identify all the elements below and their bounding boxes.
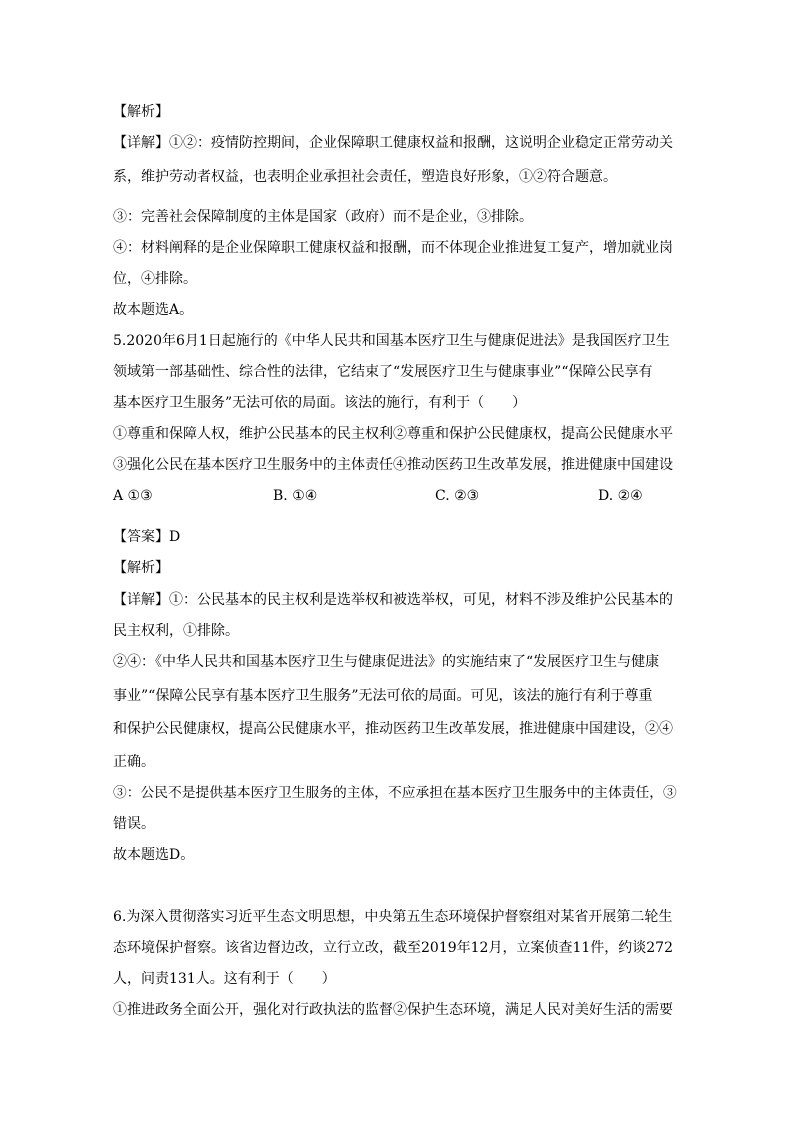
q5-point-24-line-2: 事业”“保障公民享有基本医疗卫生服务”无法可依的局面。可见，该法的施行有利于尊重	[113, 688, 653, 704]
q6-items-line-1: ①推进政务全面公开，强化对行政执法的监督②保护生态环境，满足人民对美好生活的需要	[113, 1002, 673, 1018]
q5-stem-line-1: 5.2020年6月1日起施行的《中华人民共和国基本医疗卫生与健康促进法》是我国医疗卫生	[113, 333, 670, 349]
q6-stem-line-2: 态环境保护督察。该省边督边改，立行立改，截至2019年12月，立案侦查11件，约谈272	[113, 940, 673, 956]
q5-conclusion: 故本题选D。	[113, 847, 195, 863]
q5-detail-line-2: 民主权利，①排除。	[113, 623, 239, 639]
q5-items-line-2: ③强化公民在基本医疗卫生服务中的主体责任④推动医药卫生改革发展，推进健康中国建设	[113, 457, 673, 473]
q5-option-c: C. ②③	[435, 488, 480, 504]
q5-answer: 【答案】D	[113, 529, 181, 545]
q5-items-line-1: ①尊重和保障人权，维护公民基本的民主权利②尊重和保护公民健康权，提高公民健康水平	[113, 426, 673, 442]
q5-point-24-line-4: 正确。	[113, 754, 155, 770]
q4-detail-line-1: 【详解】①②：疫情防控期间，企业保障职工健康权益和报酬，这说明企业稳定正常劳动关	[113, 135, 673, 151]
q5-options	[113, 486, 683, 506]
q5-detail-line-1: 【详解】①：公民基本的民主权利是选举权和被选举权，可见，材料不涉及维护公民基本的	[113, 592, 673, 608]
q5-option-b: B. ①④	[273, 488, 318, 504]
q5-stem-line-3: 基本医疗卫生服务”无法可依的局面。该法的施行，有利于（ ）	[113, 395, 527, 411]
q4-conclusion: 故本题选A。	[113, 302, 194, 318]
q5-option-a: A ①③	[113, 488, 153, 504]
q5-point-24-line-3: 和保护公民健康权，提高公民健康水平，推动医药卫生改革发展，推进健康中国建设，②④	[113, 721, 673, 737]
q5-stem-line-2: 领域第一部基础性、综合性的法律，它结束了“发展医疗卫生与健康事业”“保障公民享有	[113, 364, 653, 380]
q6-stem-line-3: 人，问责131人。这有利于（ ）	[113, 971, 336, 987]
q6-stem-line-1: 6.为深入贯彻落实习近平生态文明思想，中央第五生态环境保护督察组对某省开展第二轮生	[113, 909, 673, 925]
q4-detail-line-2: 系，维护劳动者权益，也表明企业承担社会责任，塑造良好形象，①②符合题意。	[113, 169, 617, 185]
q4-point-3: ③：完善社会保障制度的主体是国家（政府）而不是企业，③排除。	[113, 209, 533, 225]
q5-analysis-heading: 【解析】	[113, 560, 169, 576]
q4-point-4-line-1: ④：材料阐释的是企业保障职工健康权益和报酬，而不体现企业推进复工复产，增加就业岗	[113, 240, 673, 256]
q5-point-24-line-1: ②④：《中华人民共和国基本医疗卫生与健康促进法》的实施结束了“发展医疗卫生与健康	[113, 654, 660, 670]
q4-analysis-heading: 【解析】	[113, 104, 169, 120]
q5-point-3-line-2: 错误。	[113, 816, 155, 832]
q5-option-d: D. ②④	[598, 488, 643, 504]
q5-point-3-line-1: ③：公民不是提供基本医疗卫生服务的主体，不应承担在基本医疗卫生服务中的主体责任，③	[113, 785, 677, 801]
q4-point-4-line-2: 位，④排除。	[113, 271, 197, 287]
